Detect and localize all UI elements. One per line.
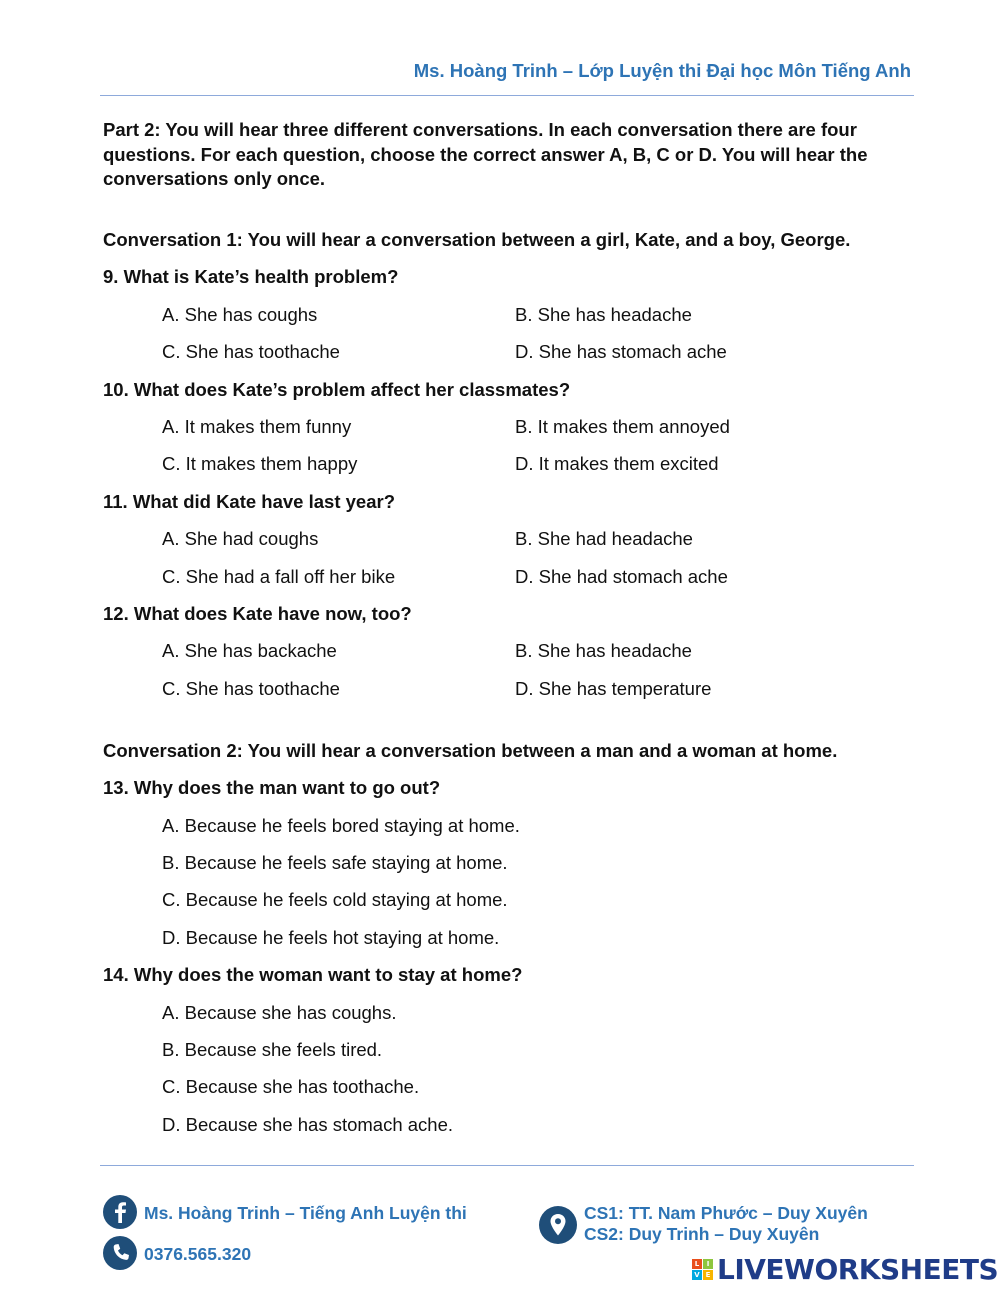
option-14c[interactable]: C. Because she has toothache. (162, 1076, 420, 1097)
header-divider (100, 95, 914, 96)
liveworksheets-mark (692, 1259, 713, 1280)
question-10: 10. What does Kate’s problem affect her classmates? (103, 379, 571, 400)
conversation-2-heading: Conversation 2: You will hear a conversation between a man and a woman at home. (103, 740, 838, 761)
option-13a[interactable]: A. Because he feels bored staying at home. (162, 815, 520, 836)
option-9b[interactable]: B. She has headache (515, 304, 692, 325)
option-9a[interactable]: A. She has coughs (162, 304, 318, 325)
option-10a[interactable]: A. It makes them funny (162, 416, 352, 437)
option-9c[interactable]: C. She has toothache (162, 341, 340, 362)
liveworksheets-logo (692, 1252, 998, 1286)
header-title: Ms. Hoàng Trinh – Lớp Luyện thi Đại học Môn Tiếng Anh (413, 60, 911, 81)
option-11c[interactable]: C. She had a fall off her bike (162, 566, 396, 587)
option-11b[interactable]: B. She had headache (515, 528, 693, 549)
option-14d[interactable]: D. Because she has stomach ache. (162, 1114, 454, 1135)
conversation-1-heading: Conversation 1: You will hear a conversation between a girl, Kate, and a boy, George. (103, 229, 851, 250)
option-14a[interactable]: A. Because she has coughs. (162, 1002, 397, 1023)
option-12d[interactable]: D. She has temperature (515, 678, 712, 699)
location-pin-icon (539, 1206, 577, 1244)
logo-mark-i: I (703, 1259, 713, 1269)
option-13b[interactable]: B. Because he feels safe staying at home. (162, 852, 508, 873)
phone-icon (103, 1236, 137, 1270)
footer-location-2: CS2: Duy Trinh – Duy Xuyên (584, 1224, 820, 1244)
option-11a[interactable]: A. She had coughs (162, 528, 319, 549)
part-instructions: Part 2: You will hear three different conversations. In each conversation there are four questions. For each question, choose the correct answer A, B, C or D. You will hear the conversations only once. (103, 119, 868, 189)
question-13: 13. Why does the man want to go out? (103, 777, 441, 798)
question-9: 9. What is Kate’s health problem? (103, 266, 399, 287)
liveworksheets-wordmark: LIVEWORKSHEETS (717, 1252, 999, 1286)
option-10b[interactable]: B. It makes them annoyed (515, 416, 730, 437)
facebook-icon (103, 1195, 137, 1229)
option-12a[interactable]: A. She has backache (162, 640, 337, 661)
logo-mark-v: V (692, 1270, 702, 1280)
option-12c[interactable]: C. She has toothache (162, 678, 340, 699)
question-12: 12. What does Kate have now, too? (103, 603, 412, 624)
option-9d[interactable]: D. She has stomach ache (515, 341, 727, 362)
footer-location-1: CS1: TT. Nam Phước – Duy Xuyên (584, 1203, 868, 1223)
question-11: 11. What did Kate have last year? (103, 491, 395, 512)
option-10c[interactable]: C. It makes them happy (162, 453, 358, 474)
option-14b[interactable]: B. Because she feels tired. (162, 1039, 383, 1060)
option-10d[interactable]: D. It makes them excited (515, 453, 719, 474)
footer-facebook-text[interactable]: Ms. Hoàng Trinh – Tiếng Anh Luyện thi (144, 1203, 467, 1223)
logo-mark-l: L (692, 1259, 702, 1269)
option-13d[interactable]: D. Because he feels hot staying at home. (162, 927, 500, 948)
logo-mark-e: E (703, 1270, 713, 1280)
option-12b[interactable]: B. She has headache (515, 640, 692, 661)
question-14: 14. Why does the woman want to stay at home? (103, 964, 523, 985)
option-11d[interactable]: D. She had stomach ache (515, 566, 728, 587)
footer-phone-text[interactable]: 0376.565.320 (144, 1244, 252, 1264)
option-13c[interactable]: C. Because he feels cold staying at home. (162, 889, 508, 910)
footer-divider (100, 1165, 914, 1166)
